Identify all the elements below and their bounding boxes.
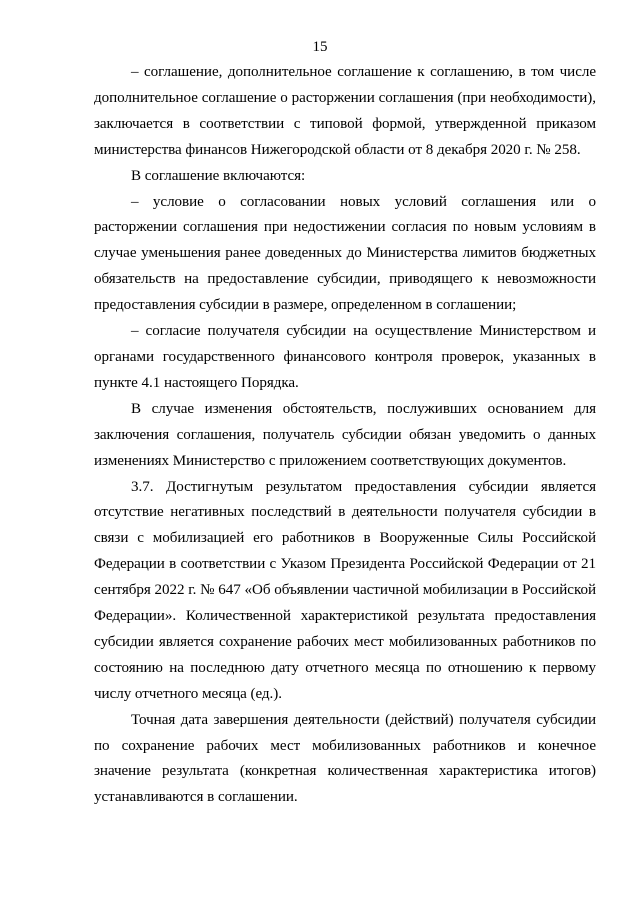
- paragraph-section-3-7: 3.7. Достигнутым результатом предоставления субсидии является отсутствие негативных последствий в деятельности получателя субсидии в связи с мобилизацией его работников в Вооруженные Силы Российской Федерации в соответствии с Указом Президента Российской Федерации от 21 сентября 2022 г. № 647 «Об объявлении частичной мобилизации в Российской Федерации». Количественной характеристикой результата предоставления субсидии является сохранение рабочих мест мобилизованных работников по состоянию на последнюю дату отчетного месяца по отношению к первому числу отчетного месяца (ед.).: [94, 478, 596, 702]
- paragraph-completion-date: Точная дата завершения деятельности (действий) получателя субсидии по сохранение рабочих мест мобилизованных работников и конечное значение результата (конкретная количественная характеристика итогов) устанавливаются в соглашении.: [94, 711, 596, 806]
- page-number: 15: [312, 39, 328, 55]
- document-body: [94, 60, 596, 811]
- paragraph-consent-inspections: – согласие получателя субсидии на осуществление Министерством и органами государственного финансового контроля проверок, указанных в пункте 4.1 настоящего Порядка.: [94, 323, 596, 391]
- paragraph-change-circumstances: В случае изменения обстоятельств, послуживших основанием для заключения соглашения, получатель субсидии обязан уведомить о данных изменениях Министерство с приложением соответствующих документов.: [94, 400, 596, 469]
- paragraph-agreement-form: – соглашение, дополнительное соглашение к соглашению, в том числе дополнительное соглашение о расторжении соглашения (при необходимости), заключается в соответствии с типовой формой, утвержденной приказом министерства финансов Нижегородской области от 8 декабря 2020 г. № 258.: [94, 64, 596, 158]
- paragraph-condition-new-terms: – условие о согласовании новых условий соглашения или о расторжении соглашения при недостижении согласия по новым условиям в случае уменьшения ранее доведенных до Министерства лимитов бюджетных обязательств на предоставление субсидии, приводящего к невозможности предоставления субсидии в размере, определенном в соглашении;: [94, 193, 596, 314]
- paragraph-agreement-includes: В соглашение включаются:: [131, 167, 306, 184]
